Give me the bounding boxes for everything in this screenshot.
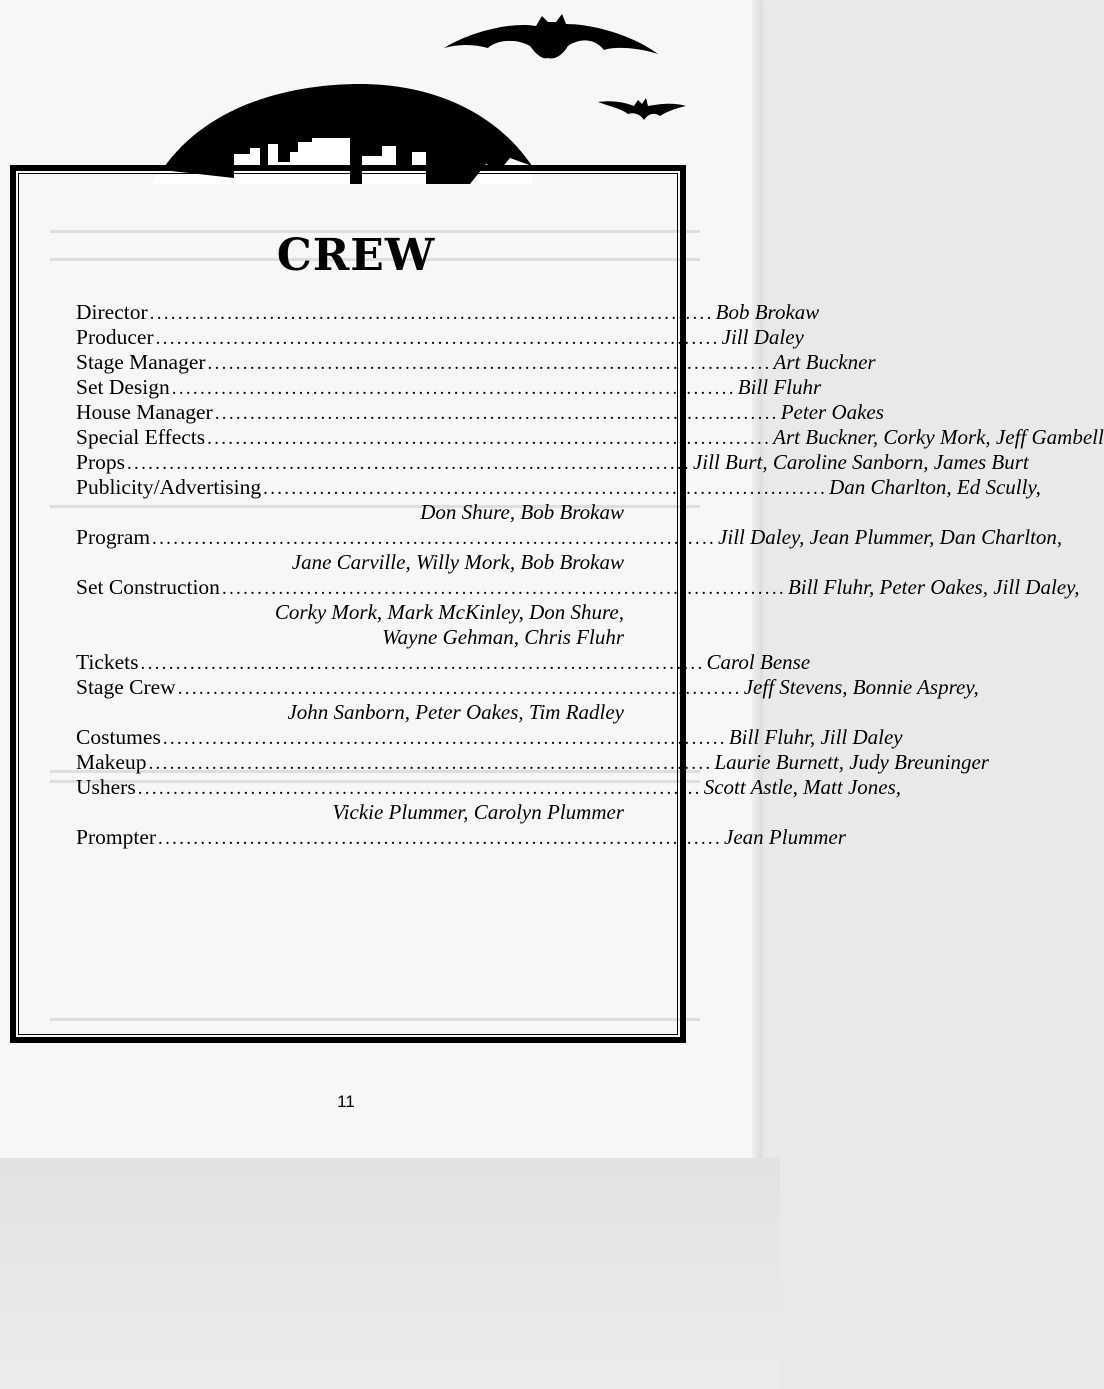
credit-role: Makeup: [76, 750, 147, 774]
credit-names: Bob Brokaw: [715, 300, 820, 324]
dot-leader: ................................................................................: [263, 478, 828, 499]
credit-names: Bill Fluhr, Jill Daley: [728, 725, 903, 749]
dot-leader: ................................................................................: [126, 453, 691, 474]
credit-role: Costumes: [76, 725, 161, 749]
dot-leader: ................................................................................: [177, 678, 742, 699]
credit-row: [76, 300, 820, 325]
credit-row: [76, 375, 822, 400]
dot-leader: ................................................................................: [207, 428, 772, 449]
credit-names: Jill Daley, Jean Plummer, Dan Charlton,: [718, 525, 1063, 549]
dot-leader: ................................................................................: [171, 378, 736, 399]
dot-leader: ................................................................................: [152, 528, 717, 549]
dot-leader: ................................................................................: [155, 328, 720, 349]
dot-leader: ................................................................................: [214, 403, 779, 424]
credit-row: [76, 825, 846, 850]
credit-row: [76, 425, 1104, 450]
credit-row: [76, 725, 903, 750]
credit-row: [76, 650, 811, 675]
credit-role: Special Effects: [76, 425, 206, 449]
dot-leader: ................................................................................: [221, 578, 786, 599]
background-surface: [0, 1158, 780, 1389]
credit-row: [76, 675, 979, 700]
credit-names: Dan Charlton, Ed Scully,: [829, 475, 1041, 499]
credit-names-continued: Vickie Plummer, Carolyn Plummer: [332, 800, 624, 824]
credit-role: Stage Manager: [76, 350, 206, 374]
credit-names-continued: Wayne Gehman, Chris Fluhr: [382, 625, 624, 649]
credit-role: Prompter: [76, 825, 157, 849]
credit-row: [76, 400, 884, 425]
credit-names: Jill Burt, Caroline Sanborn, James Burt: [692, 450, 1029, 474]
bat-small-icon: [598, 96, 686, 122]
page-title: CREW: [276, 230, 436, 281]
credit-role: Publicity/Advertising: [76, 475, 262, 499]
credit-row: [76, 525, 1063, 550]
credit-row: [76, 475, 1041, 500]
credit-role: Tickets: [76, 650, 139, 674]
credit-row: [76, 775, 902, 800]
dot-leader: ................................................................................: [158, 828, 723, 849]
credit-role: Set Construction: [76, 575, 220, 599]
credit-names: Bill Fluhr, Peter Oakes, Jill Daley,: [787, 575, 1080, 599]
dot-leader: ................................................................................: [137, 778, 702, 799]
credit-row: [76, 575, 1080, 600]
credit-row: [76, 350, 876, 375]
dot-leader: ................................................................................: [207, 353, 772, 374]
credit-role: Set Design: [76, 375, 170, 399]
credit-role: Producer: [76, 325, 154, 349]
credit-role: Ushers: [76, 775, 136, 799]
credit-names: Laurie Burnett, Judy Breuninger: [714, 750, 989, 774]
credit-row: [76, 325, 804, 350]
dot-leader: ................................................................................: [149, 303, 714, 324]
page-number: 11: [337, 1092, 355, 1111]
credit-role: Program: [76, 525, 151, 549]
credit-names: Peter Oakes: [780, 400, 884, 424]
credit-role: Stage Crew: [76, 675, 176, 699]
credit-names: Jeff Stevens, Bonnie Asprey,: [743, 675, 979, 699]
dot-leader: ................................................................................: [148, 753, 713, 774]
credit-names: Carol Bense: [706, 650, 811, 674]
dot-leader: ................................................................................: [162, 728, 727, 749]
credit-row: [76, 750, 989, 775]
credit-names: Art Buckner: [773, 350, 876, 374]
credit-names: Bill Fluhr: [737, 375, 822, 399]
credit-names-continued: Don Shure, Bob Brokaw: [420, 500, 624, 524]
credit-names-continued: Corky Mork, Mark McKinley, Don Shure,: [274, 600, 624, 624]
credit-names: Art Buckner, Corky Mork, Jeff Gambell: [773, 425, 1104, 449]
credit-role: Director: [76, 300, 148, 324]
credit-role: House Manager: [76, 400, 213, 424]
crew-credits-list: [76, 300, 1104, 850]
bat-large-icon: [444, 8, 658, 66]
credit-row: [76, 450, 1029, 475]
dot-leader: ................................................................................: [140, 653, 705, 674]
credit-role: Props: [76, 450, 125, 474]
credit-names: Jean Plummer: [724, 825, 846, 849]
credit-names: Jill Daley: [721, 325, 804, 349]
credit-names: Scott Astle, Matt Jones,: [703, 775, 902, 799]
credit-names-continued: John Sanborn, Peter Oakes, Tim Radley: [287, 700, 624, 724]
credit-names-continued: Jane Carville, Willy Mork, Bob Brokaw: [291, 550, 624, 574]
